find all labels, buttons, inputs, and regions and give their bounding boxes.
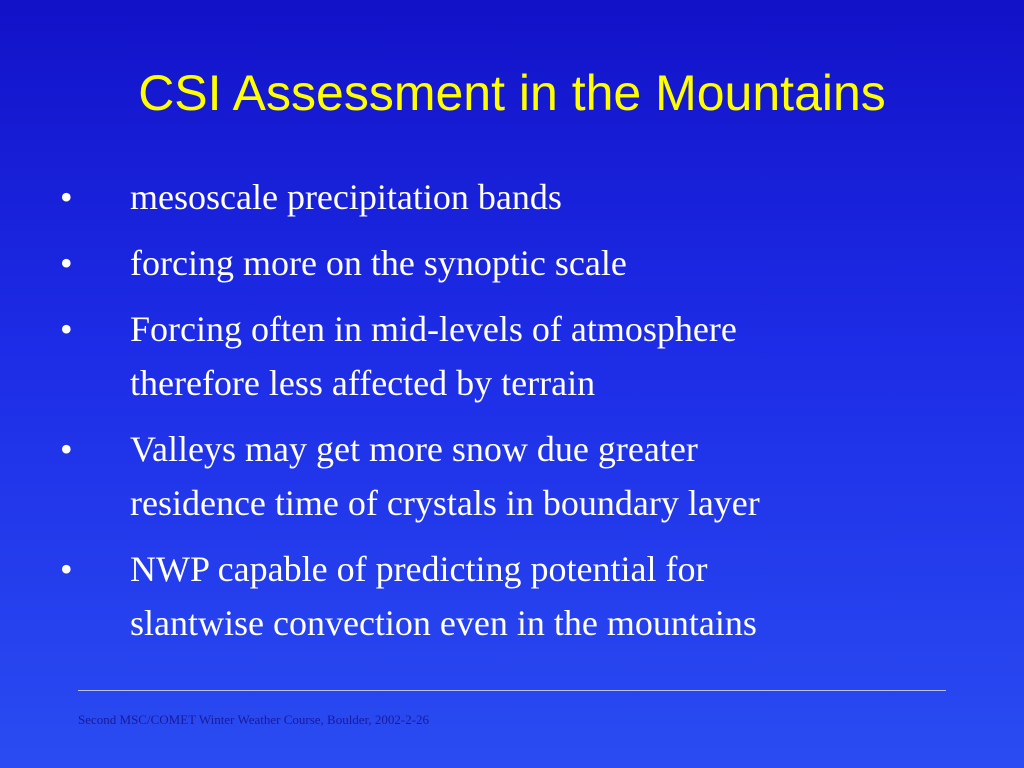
footer-text: Second MSC/COMET Winter Weather Course, Boulder, 2002-2-26 — [78, 712, 430, 727]
slide-title: CSI Assessment in the Mountains — [138, 65, 886, 121]
bullet-marker: • — [60, 549, 73, 589]
bullet-item — [60, 542, 960, 650]
bullet-text-line-1: Forcing often in mid-levels of atmosphere — [130, 309, 737, 349]
bullet-item — [60, 170, 960, 224]
bullet-marker: • — [60, 309, 73, 349]
bullet-item — [60, 422, 960, 530]
bullet-marker: • — [60, 429, 73, 469]
bullet-text-line-1: NWP capable of predicting potential for — [130, 549, 708, 589]
bullet-item — [60, 302, 960, 410]
bullet-text-line-1: Valleys may get more snow due greater — [130, 429, 698, 469]
bullet-text: forcing more on the synoptic scale — [130, 243, 627, 283]
bullet-text-line-2: slantwise convection even in the mountains — [130, 603, 757, 643]
bullet-list — [60, 170, 960, 662]
bullet-text-line-2: therefore less affected by terrain — [130, 363, 596, 403]
bullet-item — [60, 236, 960, 290]
bullet-text: mesoscale precipitation bands — [130, 177, 562, 217]
bullet-text-line-2: residence time of crystals in boundary layer — [130, 483, 760, 523]
bullet-marker: • — [60, 177, 73, 217]
bullet-marker: • — [60, 243, 73, 283]
footer-divider — [78, 690, 946, 691]
